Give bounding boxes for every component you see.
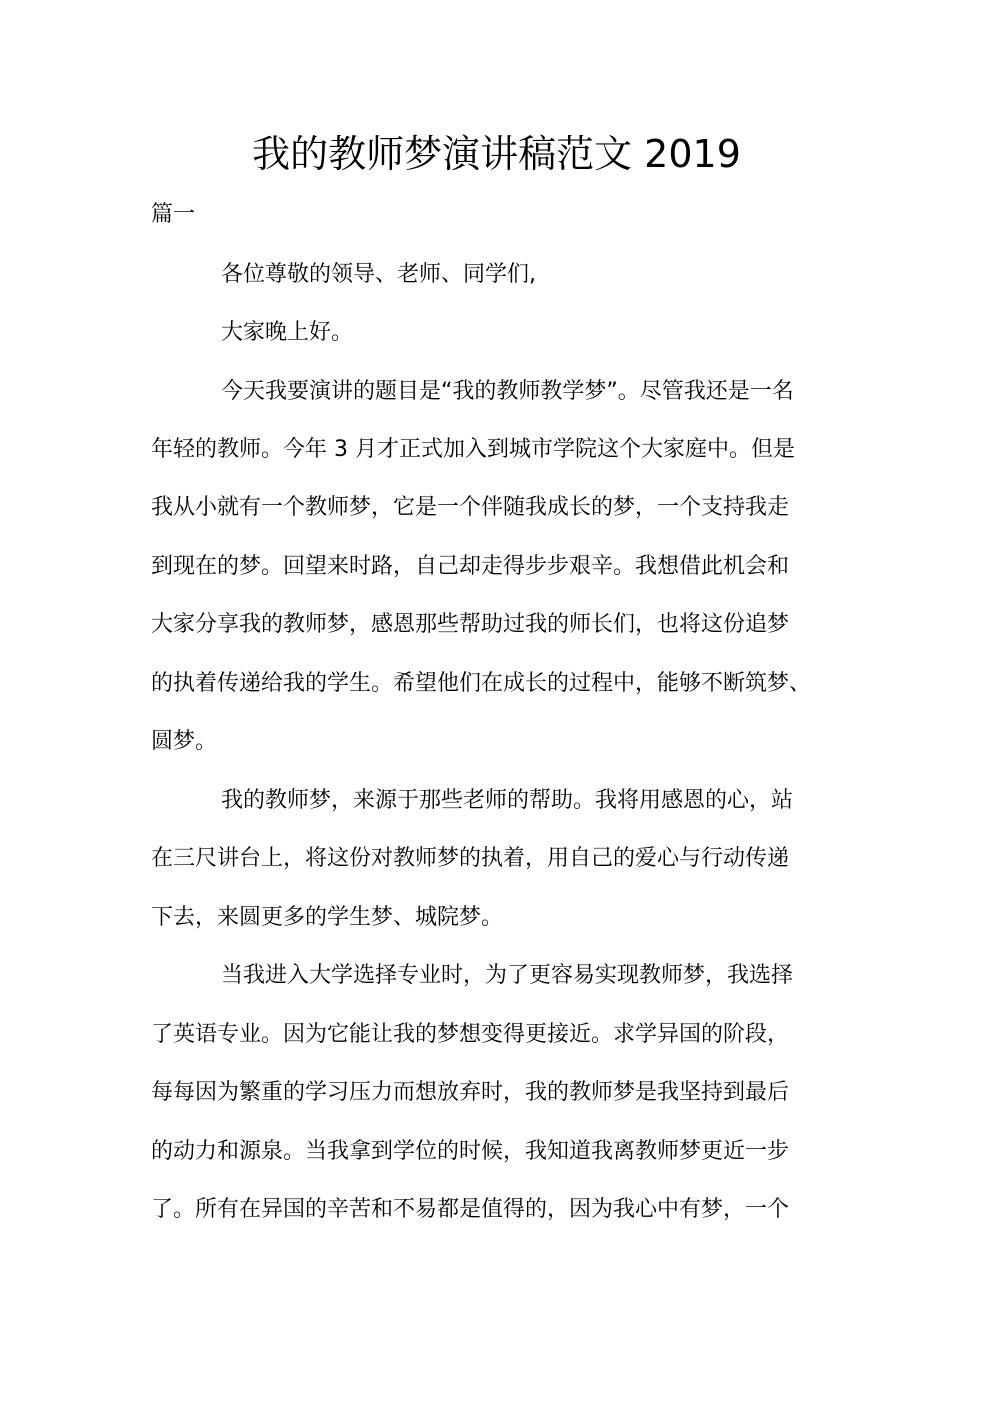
paragraph-1-line-1: 今天我要演讲的题目是“我的教师教学梦”。尽管我还是一名 <box>221 379 794 404</box>
paragraph-1-line-5: 大家分享我的教师梦，感恩那些帮助过我的师长们，也将这份追梦 <box>151 612 790 637</box>
paragraph-1-line-3: 我从小就有一个教师梦，它是一个伴随我成长的梦，一个支持我走 <box>151 495 790 520</box>
paragraph-1-line-2: 年轻的教师。今年 3 月才正式加入到城市学院这个大家庭中。但是 <box>151 437 795 462</box>
paragraph-2-line-1: 我的教师梦，来源于那些老师的帮助。我将用感恩的心，站 <box>221 788 794 813</box>
paragraph-3-line-2: 了英语专业。因为它能让我的梦想变得更接近。求学异国的阶段， <box>151 1022 790 1047</box>
paragraph-1-line-7: 圆梦。 <box>151 729 218 754</box>
paragraph-3-line-4: 的动力和源泉。当我拿到学位的时候，我知道我离教师梦更近一步 <box>151 1139 790 1164</box>
paragraph-2-line-3: 下去，来圆更多的学生梦、城院梦。 <box>151 905 504 930</box>
salutation: 各位尊敬的领导、老师、同学们, <box>221 262 536 287</box>
section-label: 篇一 <box>151 202 196 227</box>
paragraph-3-line-1: 当我进入大学选择专业时，为了更容易实现教师梦，我选择 <box>221 963 794 988</box>
paragraph-2-line-2: 在三尺讲台上，将这份对教师梦的执着，用自己的爱心与行动传递 <box>151 846 790 871</box>
paragraph-1-line-4: 到现在的梦。回望来时路，自己却走得步步艰辛。我想借此机会和 <box>151 554 790 579</box>
paragraph-3-line-5: 了。所有在异国的辛苦和不易都是值得的，因为我心中有梦，一个 <box>151 1197 790 1222</box>
greeting: 大家晚上好。 <box>221 320 354 345</box>
paragraph-3-line-3: 每每因为繁重的学习压力而想放弃时，我的教师梦是我坚持到最后 <box>151 1080 790 1105</box>
document-title: 我的教师梦演讲稿范文 2019 <box>252 132 741 176</box>
paragraph-1-line-6: 的执着传递给我的学生。希望他们在成长的过程中，能够不断筑梦、 <box>151 671 812 696</box>
